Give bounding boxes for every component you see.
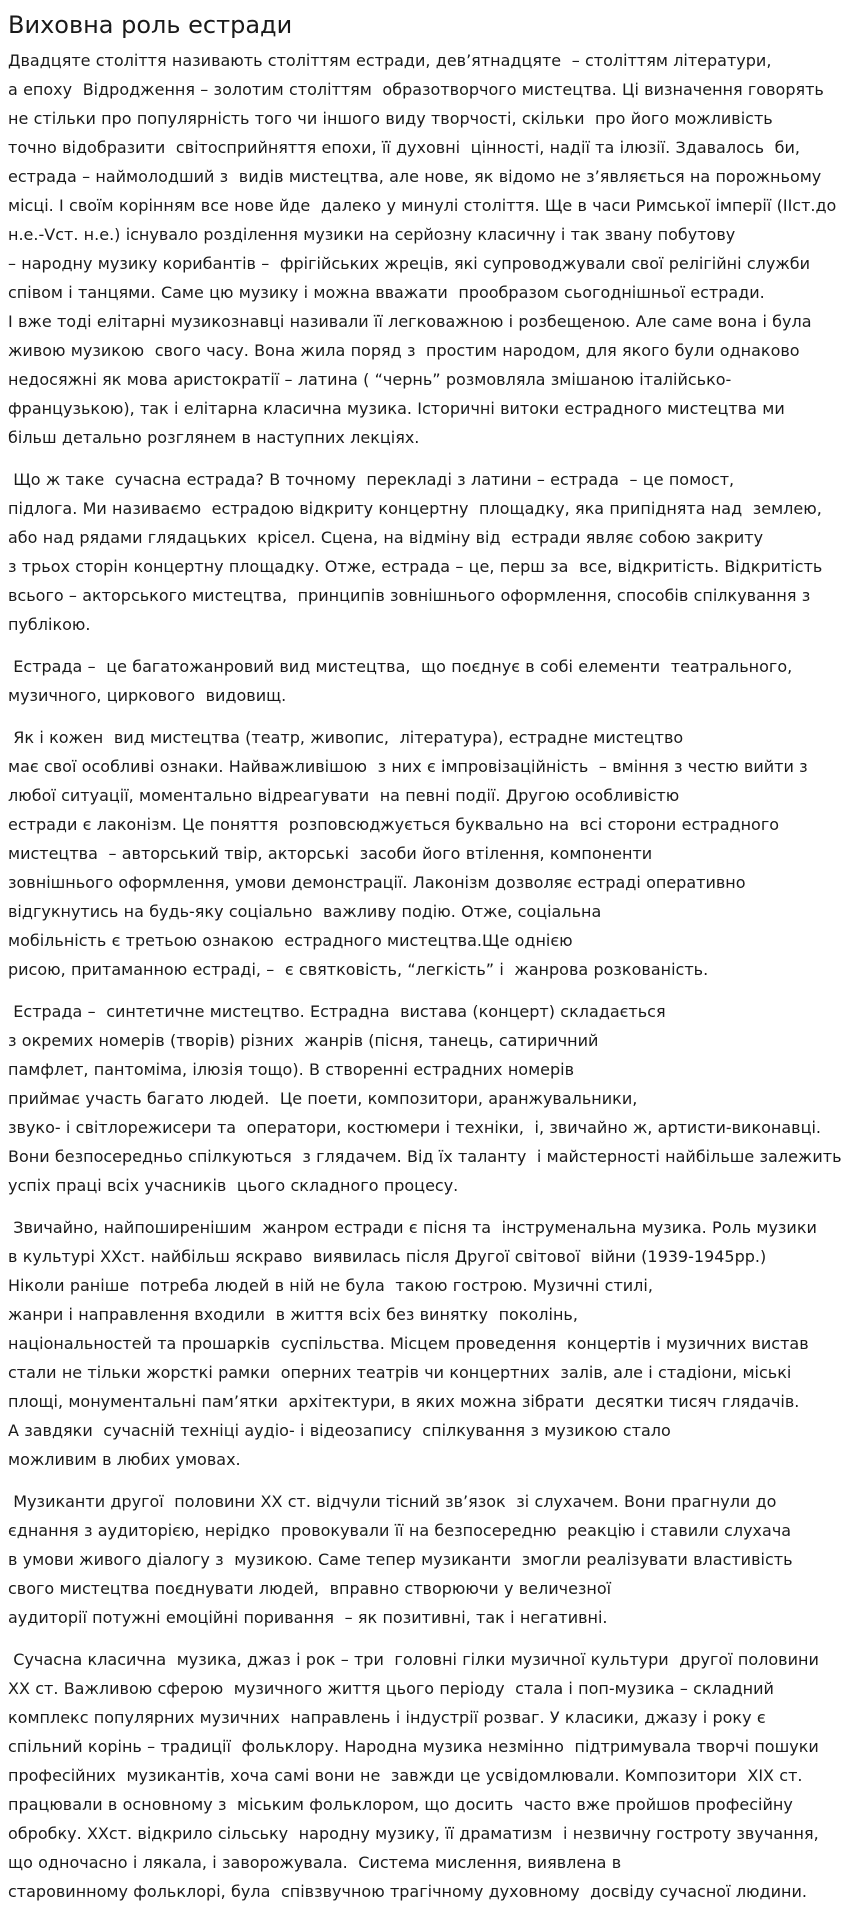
text-line: зовнішнього оформлення, умови демонстрації. Лаконізм дозволяє естраді оперативно [8, 873, 746, 892]
text-line: спільний корінь – традиції фольклору. Народна музика незмінно підтримувала творчі пошуки [8, 1737, 819, 1756]
text-line: Музиканти другої половини ХХ ст. відчули тісний зв’язок зі слухачем. Вони прагнули до [8, 1492, 777, 1511]
text-line: обробку. ХХст. відкрило сільську народну музику, її драматизм і незвичну гостроту звучання, [8, 1824, 819, 1843]
paragraph [8, 723, 839, 984]
text-line: Естрада – це багатожанровий вид мистецтва, що поєднує в собі елементи театрального, [8, 657, 793, 676]
page-title: Виховна роль естради [8, 11, 293, 39]
text-line: Звичайно, найпоширенішим жанром естради є пісня та інструменальна музика. Роль музики [8, 1218, 817, 1237]
text-line: старовинному фольклорі, була співзвучною трагічному духовному досвіду сучасної людини. [8, 1882, 807, 1901]
text-line: Вони безпосередньо спілкуються з глядачем. Від їх таланту і майстерності найбільше залежить [8, 1147, 842, 1166]
text-line: в культурі ХХст. найбільш яскраво виявилась після Другої світової війни (1939-1945рр.) [8, 1247, 767, 1266]
text-line: французькою), так і елітарна класична музика. Історичні витоки естрадного мистецтва ми [8, 399, 785, 418]
text-line: І вже тоді елітарні музикознавці називали її легковажною і розбещеною. Але саме вона і була [8, 312, 812, 331]
text-line: комплекс популярних музичних направлень і індустрії розваг. У класики, джазу і року є [8, 1708, 766, 1727]
text-line: мистецтва – авторський твір, акторські засоби його втілення, компоненти [8, 844, 653, 863]
text-line: естради є лаконізм. Це поняття розповсюджується буквально на всі сторони естрадного [8, 815, 780, 834]
text-line: Як і кожен вид мистецтва (театр, живопис, література), естрадне мистецтво [8, 728, 684, 747]
text-line: любої ситуації, моментально відреагувати на певні події. Другою особливістю [8, 786, 680, 805]
text-line: Сучасна класична музика, джаз і рок – три головні гілки музичної культури другої половини [8, 1650, 819, 1669]
text-line: або над рядами глядацьких крісел. Сцена, на відміну від естради являє собою закриту [8, 528, 764, 547]
text-line: свого мистецтва поєднувати людей, вправно створюючи у величезної [8, 1579, 612, 1598]
text-line: недосяжні як мова аристократії – латина ( “чернь” розмовляла змішаною італійсько- [8, 370, 732, 389]
paragraph [8, 1645, 839, 1906]
text-line: місці. І своїм корінням все нове йде далеко у минулі століття. Ще в часи Римської імперії (ІІст.до [8, 196, 837, 215]
paragraph [8, 46, 839, 452]
text-line: професійних музикантів, хоча самі вони не завжди це усвідомлювали. Композитори ХІХ ст. [8, 1766, 803, 1785]
text-line: єднання з аудиторією, нерідко провокували її на безпосередню реакцію і ставили слухача [8, 1521, 792, 1540]
text-line: більш детально розглянем в наступних лекціях. [8, 428, 420, 447]
text-line: Двадцяте століття називають століттям естради, дев’ятнадцяте – століттям літератури, [8, 51, 772, 70]
paragraph [8, 1487, 839, 1632]
text-line: національностей та прошарків суспільства. Місцем проведення концертів і музичних вистав [8, 1334, 809, 1353]
text-line: співом і танцями. Саме цю музику і можна вважати прообразом сьогоднішньої естради. [8, 283, 765, 302]
text-line: точно відобразити світосприйняття епохи, її духовні цінності, надії та ілюзії. Здавалось би, [8, 138, 801, 157]
text-line: що одночасно і лякала, і заворожувала. Система мислення, виявлена в [8, 1853, 622, 1872]
text-line: памфлет, пантоміма, ілюзія тощо). В створенні естрадних номерів [8, 1060, 575, 1079]
text-line: має свої особливі ознаки. Найважливішою з них є імпровізаційність – вміння з честю вийти з [8, 757, 808, 776]
text-line: н.е.-Vст. н.е.) існувало розділення музики на серйозну класичну і так звану побутову [8, 225, 736, 244]
text-line: аудиторії потужні емоційні поривання – як позитивні, так і негативні. [8, 1608, 608, 1627]
article-body [8, 46, 842, 1906]
text-line: працювали в основному з міським фольклором, що досить часто вже пройшов професійну [8, 1795, 793, 1814]
paragraph [8, 652, 839, 710]
text-line: музичного, циркового видовищ. [8, 686, 287, 705]
text-line: Що ж таке сучасна естрада? В точному перекладі з латини – естрада – це помост, [8, 470, 735, 489]
text-line: площі, монументальні пам’ятки архітектури, в яких можна зібрати десятки тисяч глядачів. [8, 1392, 800, 1411]
text-line: звуко- і світлорежисери та оператори, костюмери і техніки, і, звичайно ж, артисти-виконавці. [8, 1118, 822, 1137]
text-line: в умови живого діалогу з музикою. Саме тепер музиканти змогли реалізувати властивість [8, 1550, 793, 1569]
text-line: з окремих номерів (творів) різних жанрів (пісня, танець, сатиричний [8, 1031, 599, 1050]
text-line: з трьох сторін концертну площадку. Отже, естрада – це, перш за все, відкритість. Відкритість [8, 557, 823, 576]
text-line: відгукнутись на будь-яку соціально важливу подію. Отже, соціальна [8, 902, 602, 921]
paragraph [8, 465, 839, 639]
text-line: можливим в любих умовах. [8, 1450, 241, 1469]
text-line: а епоху Відродження – золотим століттям образотворчого мистецтва. Ці визначення говорять [8, 80, 824, 99]
text-line: підлога. Ми називаємо естрадою відкриту концертну площадку, яка припіднята над землею, [8, 499, 822, 518]
paragraph [8, 997, 842, 1200]
text-line: успіх праці всіх учасників цього складного процесу. [8, 1176, 459, 1195]
text-line: рисою, притаманною естраді, – є святковість, “легкість” і жанрова розкованість. [8, 960, 709, 979]
text-line: Естрада – синтетичне мистецтво. Естрадна вистава (концерт) складається [8, 1002, 666, 1021]
text-line: жанри і направлення входили в життя всіх без винятку поколінь, [8, 1305, 578, 1324]
text-line: не стільки про популярність того чи іншого виду творчості, скільки про його можливість [8, 109, 773, 128]
text-line: ХХ ст. Важливою сферою музичного життя цього періоду стала і поп-музика – складний [8, 1679, 774, 1698]
text-line: живою музикою свого часу. Вона жила поряд з простим народом, для якого були однаково [8, 341, 800, 360]
text-line: всього – акторського мистецтва, принципів зовнішнього оформлення, способів спілкування з [8, 586, 811, 605]
paragraph [8, 1213, 839, 1474]
text-line: публікою. [8, 615, 91, 634]
text-line: приймає участь багато людей. Це поети, композитори, аранжувальники, [8, 1089, 638, 1108]
text-line: стали не тільки жорсткі рамки оперних театрів чи концертних залів, але і стадіони, міські [8, 1363, 792, 1382]
text-line: естрада – наймолодший з видів мистецтва, але нове, як відомо не з’являється на порожньому [8, 167, 822, 186]
text-line: мобільність є третьою ознакою естрадного мистецтва.Ще однією [8, 931, 573, 950]
text-line: А завдяки сучасній техніці аудіо- і відеозапису спілкування з музикою стало [8, 1421, 671, 1440]
text-line: Ніколи раніше потреба людей в ній не була такою гострою. Музичні стилі, [8, 1276, 653, 1295]
text-line: – народну музику корибантів – фрігійських жреців, які супроводжували свої релігійні служби [8, 254, 810, 273]
